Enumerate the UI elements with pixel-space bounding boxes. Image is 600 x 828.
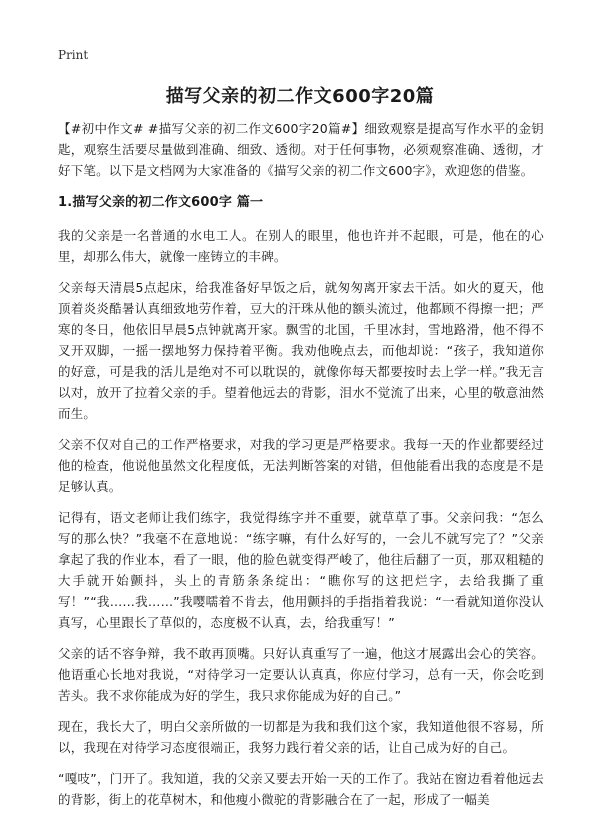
paragraph-5: 父亲的话不容争辩，我不敢再顶嘴。只好认真重写了一遍，他这才展露出会心的笑容。他语重心长地对我说，“对待学习一定要认认真真，你应付学习，总有一天，你会吃到苦头。我不求你能成为好的学生，我只求你能成为好的自己。” [58, 646, 544, 703]
paragraph-7: “嘎吱”，门开了。我知道，我的父亲又要去开始一天的工作了。我站在窗边看着他远去的背影，街上的花草树木，和他瘦小微驼的背影融合在了一起，形成了一幅美 [58, 771, 544, 807]
print-link[interactable]: Print [58, 48, 89, 62]
paragraph-3: 父亲不仅对自己的工作严格要求，对我的学习更是严格要求。我每一天的作业都要经过他的检查，他说他虽然文化程度低，无法判断答案的对错，但他能看出我的态度是不是足够认真。 [58, 437, 544, 494]
paragraph-6: 现在，我长大了，明白父亲所做的一切都是为我和我们这个家，我知道他很不容易，所以，我现在对待学习态度很端正，我努力践行着父亲的话，让自己成为好的自己。 [58, 719, 544, 755]
intro-paragraph: 【#初中作文# #描写父亲的初二作文600字20篇#】细致观察是提高写作水平的金钥匙，观察生活要尽量做到准确、细致、透彻。对于任何事物，必须观察准确、透彻，才好下笔。以下是文档网为大家准备的《描写父亲的初二作文600字》，欢迎您的借鉴。 [58, 121, 544, 178]
paragraph-2: 父亲每天清晨5点起床，给我准备好早饭之后，就匆匆离开家去干活。如火的夏天，他顶着炎炎酷暑认真细致地劳作着，豆大的汗珠从他的额头流过，他都顾不得擦一把；严寒的冬日，他依旧早晨5点钟就离开家。飘雪的北国，千里冰封，雪地路滑，他不得不叉开双脚，一摇一摆地努力保持着平衡。我劝他晚点去，而他却说：“孩子，我知道你的好意，可是我的活儿是绝对不可以耽误的，就像你每天都要按时去上学一样。”我无言以对，放开了拉着父亲的手。望着他远去的背影，泪水不觉流了出来，心里的敬意油然而生。 [58, 280, 544, 421]
article-body [58, 118, 544, 820]
page-title: 描写父亲的初二作文600字20篇 [165, 86, 435, 107]
section-heading: 1.描写父亲的初二作文600字 篇一 [58, 195, 264, 210]
paragraph-1: 我的父亲是一名普通的水电工人。在别人的眼里，他也许并不起眼，可是，他在的心里，却那么伟大，就像一座铸立的丰碑。 [58, 228, 544, 264]
paragraph-4: 记得有，语文老师让我们练字，我觉得练字并不重要，就草草了事。父亲问我：“怎么写的那么快？”我毫不在意地说：“练字嘛，有什么好写的，一会儿不就写完了？”父亲拿起了我的作业本，看了一眼，他的脸色就变得严峻了，他往后翻了一页，那双粗糙的大手就开始颤抖，头上的青筋条条绽出：“瞧你写的这把烂字，去给我撕了重写！”“我……我……”我嘤嚅着不肯去，他用颤抖的手指指着我说：“一看就知道你没认真写，心里跟长了草似的，态度极不认真，去，给我重写！” [58, 510, 544, 630]
